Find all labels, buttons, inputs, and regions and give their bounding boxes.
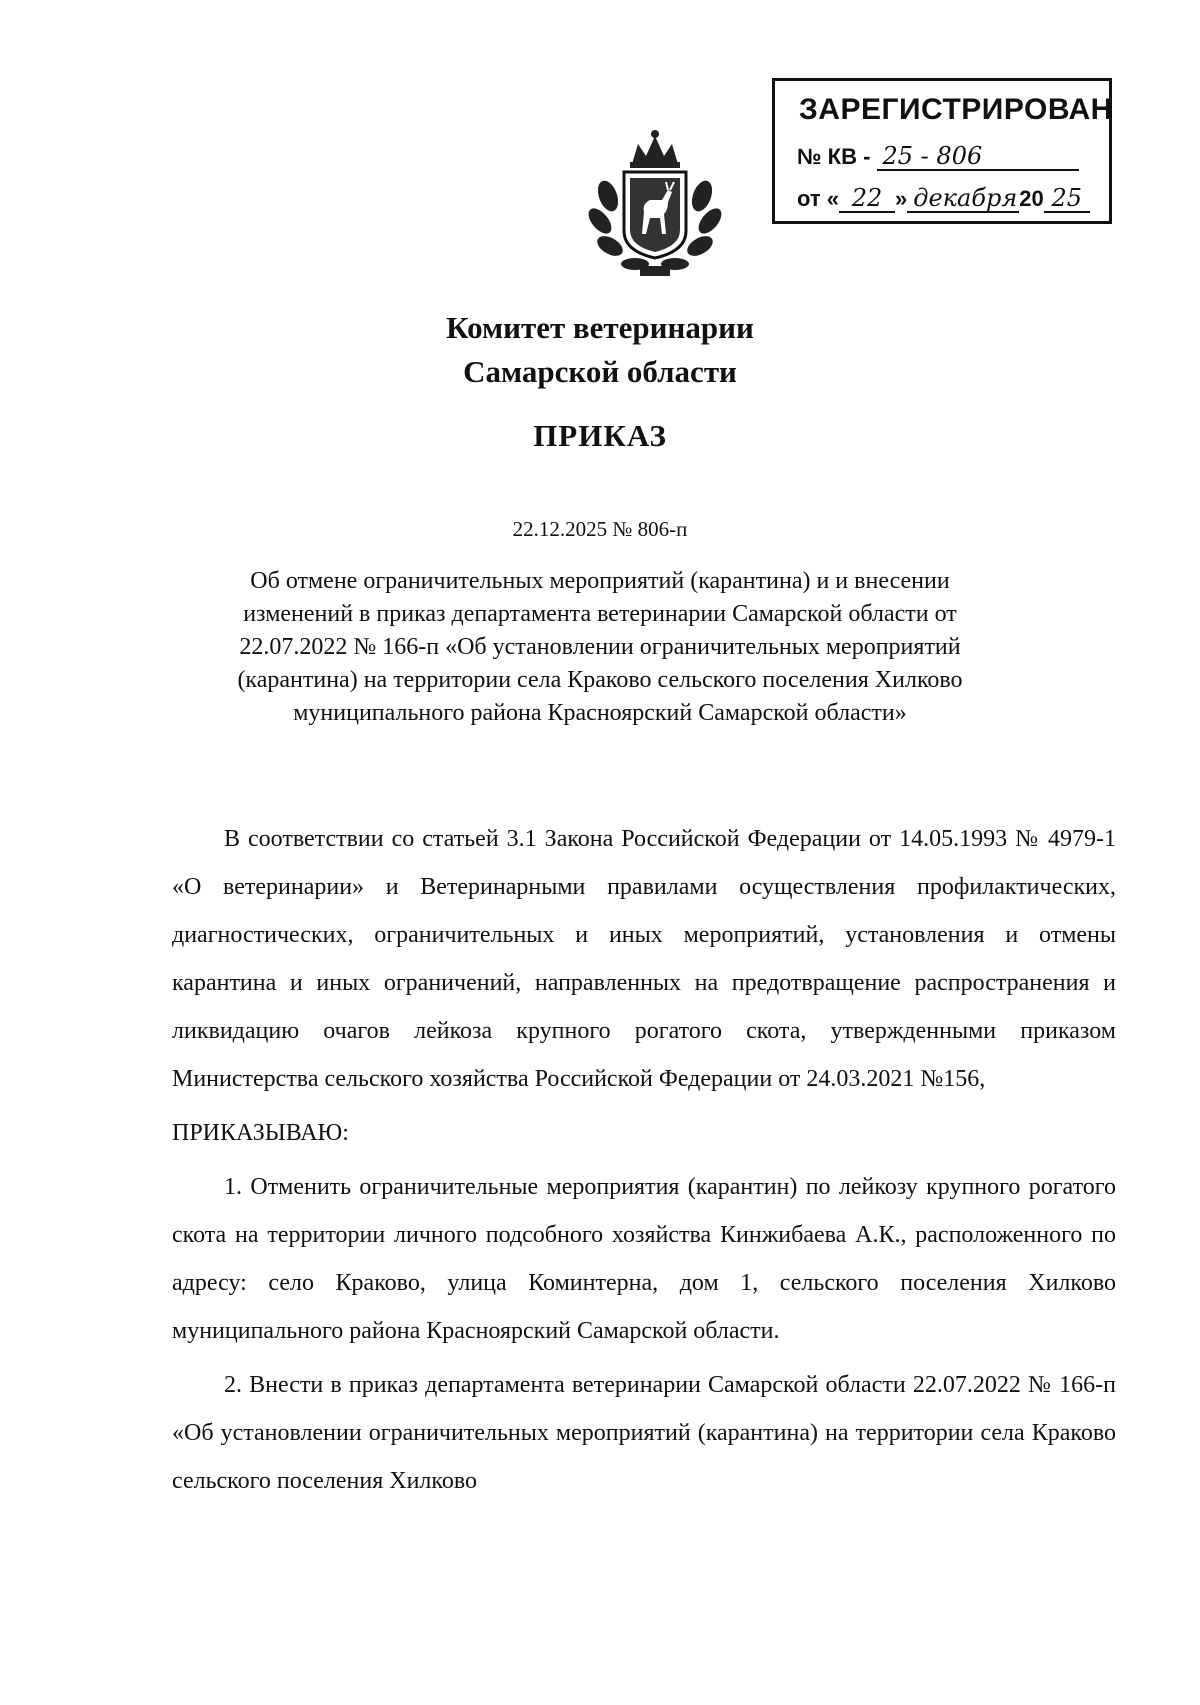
coat-of-arms-icon <box>580 126 730 281</box>
stamp-date-row <box>797 185 1090 213</box>
organization-title <box>0 306 1200 394</box>
document-type: ПРИКАЗ <box>533 418 667 453</box>
stamp-number-prefix: № КВ - <box>797 144 871 169</box>
document-date-number: 22.12.2025 № 806-п <box>512 517 688 541</box>
stamp-date-mid: » <box>895 186 908 211</box>
org-title-line1: Комитет ветеринарии <box>446 310 754 345</box>
command-word: ПРИКАЗЫВАЮ: <box>172 1120 349 1146</box>
item-2-paragraph: 2. Внести в приказ департамента ветеринарии Самарской области 22.07.2022 № 166-п «Об установлении ограничительных мероприятий (карантина) на территории села Краково сельского поселения Хилково <box>172 1372 1116 1494</box>
document-subject: Об отмене ограничительных мероприятий (карантина) и и внесении изменений в приказ департамента ветеринарии Самарской области от 22.07.2022 № 166-п «Об установлении ограничительных мероприятий (карантина) на территории села Краково сельского поселения Хилково муниципального района Красноярский Самарской области» <box>237 568 963 726</box>
stamp-date-prefix: от « <box>797 186 840 211</box>
registration-stamp <box>772 78 1112 224</box>
stamp-number-value: 25 - 806 <box>877 143 1079 171</box>
org-title-line2: Самарской области <box>463 354 737 389</box>
preamble-paragraph: В соответствии со статьей 3.1 Закона Российской Федерации от 14.05.1993 № 4979-1 «О ветеринарии» и Ветеринарными правилами осуществления профилактических, диагностических, ограничительных и иных мероприятий, установления и отмены карантина и иных ограничений, направленных на предотвращение распространения и ликвидацию очагов лейкоза крупного рогатого скота, утвержденными приказом Министерства сельского хозяйства Российской Федерации от 24.03.2021 №156, <box>172 826 1116 1092</box>
stamp-number-row <box>797 143 1079 171</box>
stamp-date-month: декабря <box>907 185 1019 213</box>
stamp-date-year: 25 <box>1044 185 1090 213</box>
document-body <box>172 815 1116 1511</box>
stamp-date-year-prefix: 20 <box>1019 186 1044 211</box>
stamp-title: ЗАРЕГИСТРИРОВАН <box>799 93 1113 126</box>
stamp-date-day: 22 <box>839 185 895 213</box>
item-1-paragraph: 1. Отменить ограничительные мероприятия (карантин) по лейкозу крупного рогатого скота на территории личного подсобного хозяйства Кинжибаева А.К., расположенного по адресу: село Краково, улица Коминтерна, дом 1, сельского поселения Хилково муниципального района Красноярский Самарской области. <box>172 1174 1116 1344</box>
